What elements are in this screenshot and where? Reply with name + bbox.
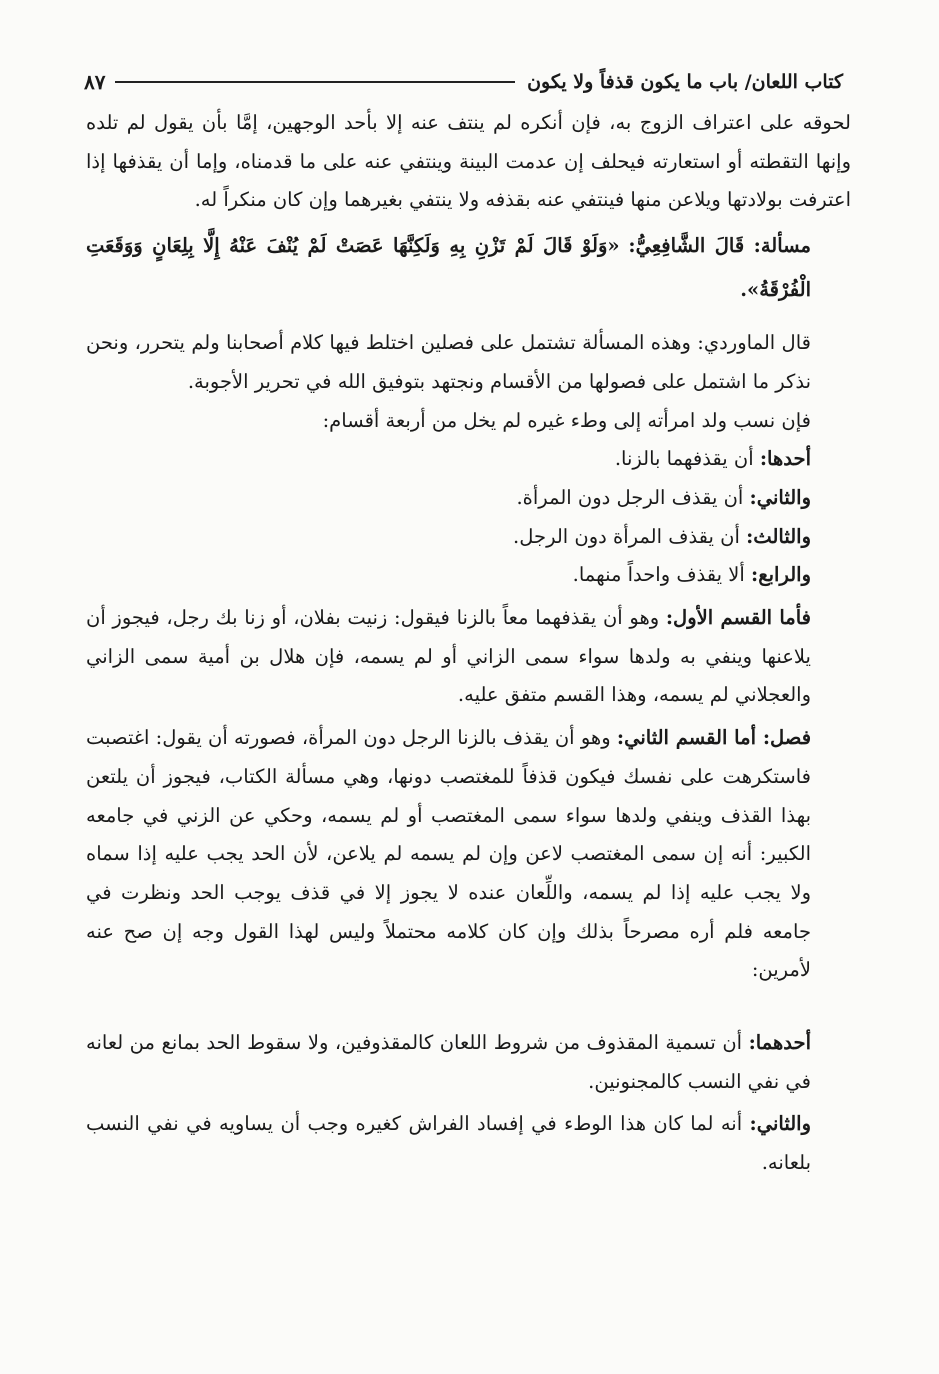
paragraph-lead: والثاني: bbox=[749, 485, 811, 509]
shafii-quote: «وَلَوْ قَالَ لَمْ تَزْنِ بِهِ وَلَكِنَّهَا عَصَتْ لَمْ يُنْفَ عَنْهُ إِلَّا بِلِعَانٍ وَوَقَعَتِ الْفُرْقَةُ». bbox=[86, 234, 811, 302]
paragraph-lead: فأما القسم الأول: bbox=[665, 606, 811, 630]
list-item: والرابع: ألا يقذف واحداً منهما. bbox=[572, 563, 811, 587]
paragraph-lead: فصل: أما القسم الثاني: bbox=[616, 726, 812, 750]
paragraph: والثاني: أنه لما كان هذا الوطء في إفساد الفراش كغيره وجب أن يساويه في نفي النسب بلعانه. bbox=[86, 1112, 811, 1175]
paragraph-lead: أحدهما: bbox=[748, 1031, 811, 1055]
paragraph: فصل: أما القسم الثاني: وهو أن يقذف بالزنا الرجل دون المرأة، فصورته أن يقول: اغتصبت فاستكرهت على نفسك فيكون قذفاً للمغتصب دونها، وهي مسألة الكتاب، فيجوز أن يلتعن بهذا القذف وينفي ولدها سواء سمى المغتصب أو لم يسمه، وحكي عن الزني في جامعه الكبير: أنه إن سمى المغتصب لاعن وإن لم يسمه لم يلاعن، لأن الحد يجب عليه إذا سماه ولا يجب عليه إذا لم يسمه، واللِّعان عنده لا يجوز إلا في قذف يوجب الحد ونظرت في جامعه فلم أره مصرحاً بذلك وإن كان كلامه محتملاً وليس لهذا القول وجه إن صح عنه لأمرين: bbox=[86, 726, 812, 982]
paragraph-lead: والثاني: bbox=[749, 1112, 811, 1136]
paragraph-lead: أحدها: bbox=[759, 447, 811, 471]
page-body bbox=[86, 104, 851, 1183]
list-item: والثالث: أن يقذف المرأة دون الرجل. bbox=[513, 524, 811, 548]
masala-paragraph bbox=[86, 224, 851, 312]
list-item: والثاني: أن يقذف الرجل دون المرأة. bbox=[516, 485, 811, 509]
paragraph-lead: مسألة: قَالَ الشَّافِعِيُّ: bbox=[628, 234, 811, 258]
list-item: أحدها: أن يقذفهما بالزنا. bbox=[614, 447, 811, 471]
paragraph: قال الماوردي: وهذه المسألة تشتمل على فصلين اختلط فيها كلام أصحابنا ولم يتحرر، ونحن نذكر ما اشتمل على فصولها من الأقسام ونجتهد بتوفيق الله في تحرير الأجوبة. bbox=[86, 331, 811, 393]
paragraph: لحوقه على اعتراف الزوج به، فإن أنكره لم ينتف عنه إلا بأحد الوجهين، إمَّا بأن يقول لم تلده وإنها التقطته أو استعارته فيحلف إن عدمت البينة وينتفي عنه على ما قدمناه، وإما أن يقذفها إذا اعترفت بولادتها ويلاعن منها فينتفي عنه بقذفه ولا ينتفي بغيرهما وإن كان منكراً له. bbox=[86, 111, 851, 212]
paragraph-lead: والثالث: bbox=[746, 524, 811, 548]
paragraph: فأما القسم الأول: وهو أن يقذفهما معاً بالزنا فيقول: زنيت بفلان، أو زنا بك رجل، فيجوز أن يلاعنها وينفي به ولدها سواء سمى الزاني أو لم يسمه، فإن هلال بن أمية سمى الزاني والعجلاني لم يسمه، وهذا القسم متفق عليه. bbox=[86, 606, 811, 707]
running-header bbox=[84, 62, 843, 102]
header-rule bbox=[115, 81, 515, 83]
chapter-title: كتاب اللعان/ باب ما يكون قذفاً ولا يكون bbox=[527, 71, 843, 93]
paragraph-lead: والرابع: bbox=[751, 563, 811, 587]
paragraph: فإن نسب ولد امرأته إلى وطء غيره لم يخل من أربعة أقسام: bbox=[322, 408, 811, 432]
page-number: ٨٧ bbox=[84, 70, 106, 94]
paragraph: أحدهما: أن تسمية المقذوف من شروط اللعان كالمقذوفين، ولا سقوط الحد بمانع من لعانه في نفي النسب كالمجنونين. bbox=[86, 1031, 811, 1093]
